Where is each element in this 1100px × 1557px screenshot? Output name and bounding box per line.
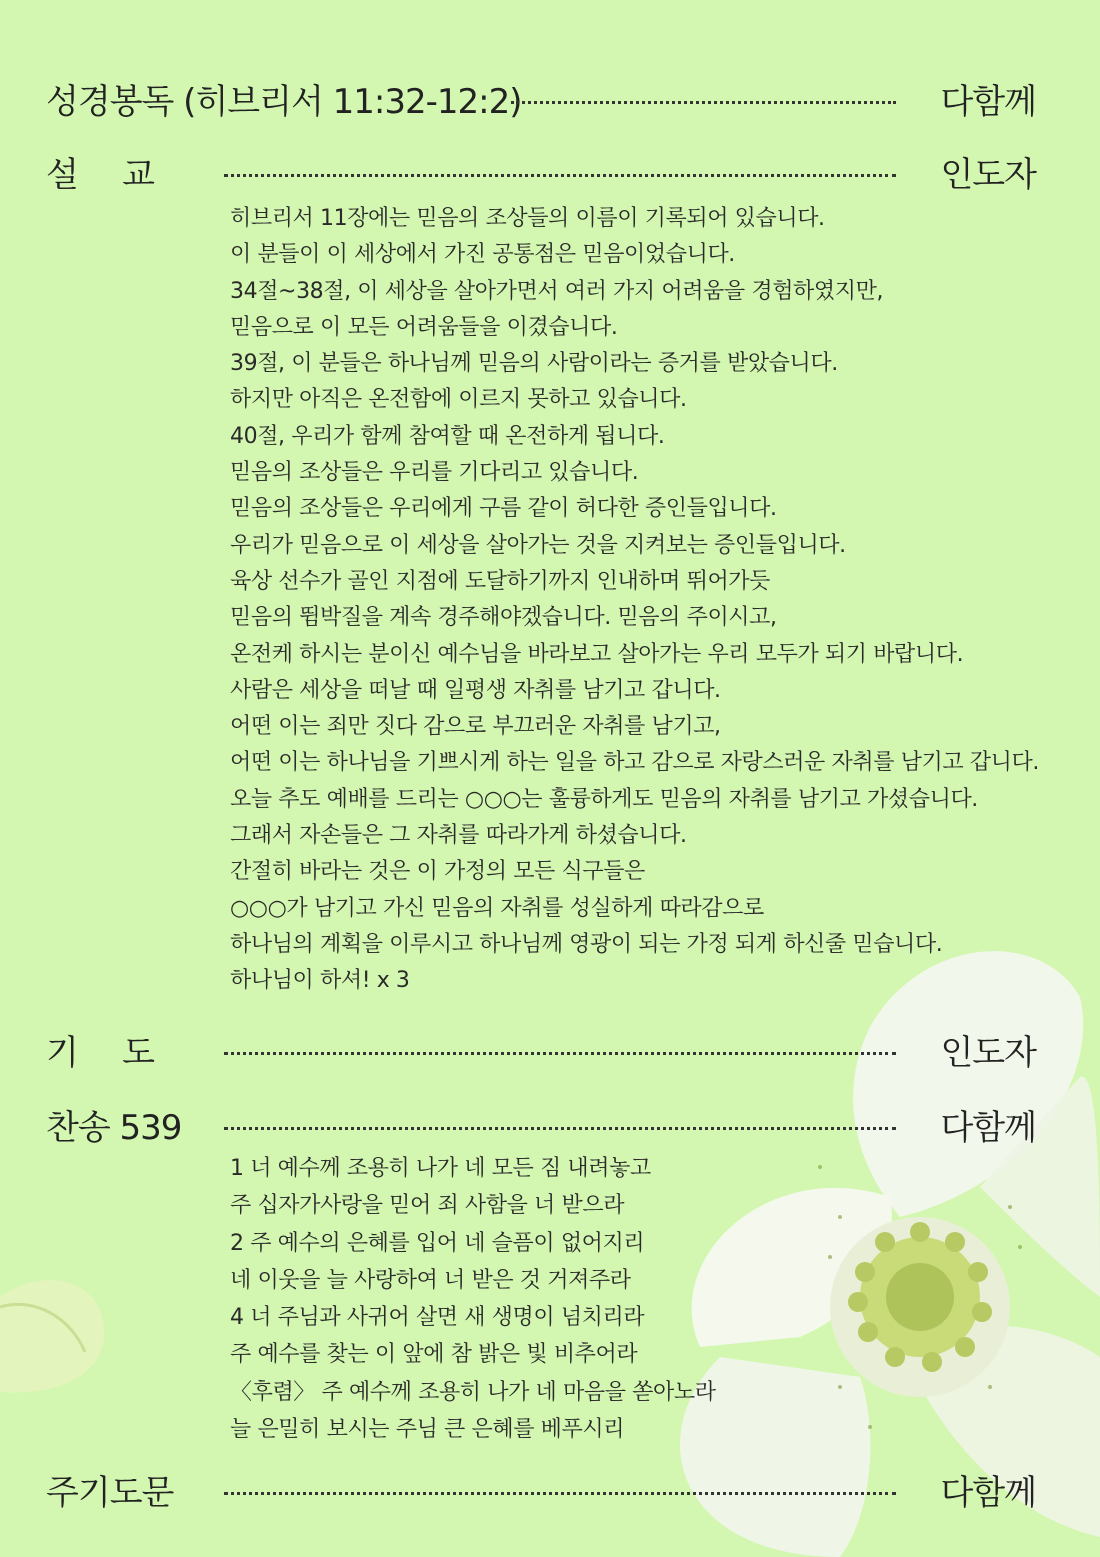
section-title: 주기도문 <box>46 1473 174 1513</box>
hymn-line: 2 주 예수의 은혜를 입어 네 슬픔이 없어지리 <box>230 1230 645 1256</box>
dotted-leader <box>224 174 896 177</box>
sermon-line: 믿음으로 이 모든 어려움들을 이겼습니다. <box>230 314 618 340</box>
hymn-line: 네 이웃을 늘 사랑하여 너 받은 것 거져주라 <box>230 1267 631 1293</box>
sermon-line: 믿음의 뜀박질을 계속 경주해야겠습니다. 믿음의 주이시고, <box>230 605 777 631</box>
leader-role: 다함께 <box>940 82 1036 122</box>
sermon-line: 육상 선수가 골인 지점에 도달하기까지 인내하며 뛰어가듯 <box>230 568 771 594</box>
sermon-line: 하지만 아직은 온전함에 이르지 못하고 있습니다. <box>230 387 687 413</box>
leaf-illustration <box>0 1257 110 1407</box>
dotted-leader <box>224 1127 896 1130</box>
hymn-line: 늘 은밀히 보시는 주님 큰 은혜를 베푸시리 <box>230 1417 625 1443</box>
dotted-leader <box>511 101 896 104</box>
sermon-line: 히브리서 11장에는 믿음의 조상들의 이름이 기록되어 있습니다. <box>230 206 825 231</box>
sermon-line: 40절, 우리가 함께 참여할 때 온전하게 됩니다. <box>230 423 665 449</box>
section-title: 성경봉독 (히브리서 11:32-12:2) <box>46 82 522 122</box>
section-title: 찬송 539 <box>46 1108 182 1148</box>
section-title: 기 도 <box>46 1033 155 1073</box>
hymn-line: 1 너 예수께 조용히 나가 네 모든 짐 내려놓고 <box>230 1156 651 1181</box>
sermon-line: 사람은 세상을 떠날 때 일평생 자취를 남기고 갑니다. <box>230 677 721 703</box>
sermon-line: 온전케 하시는 분이신 예수님을 바라보고 살아가는 우리 모두가 되기 바랍니다. <box>230 641 964 667</box>
sermon-line: 39절, 이 분들은 하나님께 믿음의 사람이라는 증거를 받았습니다. <box>230 351 838 377</box>
sermon-line: 믿음의 조상들은 우리를 기다리고 있습니다. <box>230 460 639 486</box>
sermon-line: 어떤 이는 죄만 짓다 감으로 부끄러운 자취를 남기고, <box>230 714 721 740</box>
section-sermon <box>46 150 1036 200</box>
section-hymn <box>46 1103 1036 1153</box>
sermon-line: 하나님의 계획을 이루시고 하나님께 영광이 되는 가정 되게 하신줄 믿습니다. <box>230 931 943 957</box>
sermon-line: 34절~38절, 이 세상을 살아가면서 여러 가지 어려움을 경험하였지만, <box>230 278 884 304</box>
sermon-line: 믿음의 조상들은 우리에게 구름 같이 허다한 증인들입니다. <box>230 496 777 522</box>
sermon-line: ○○○가 남기고 가신 믿음의 자취를 성실하게 따라감으로 <box>230 895 764 921</box>
hymn-line: 〈후렴〉 주 예수께 조용히 나가 네 마음을 쏟아노라 <box>230 1379 716 1405</box>
section-scripture-reading <box>46 77 1036 127</box>
section-title: 설 교 <box>46 155 155 195</box>
sermon-line: 오늘 추도 예배를 드리는 ○○○는 훌륭하게도 믿음의 자취를 남기고 가셨습니다. <box>230 786 978 812</box>
leader-role: 다함께 <box>940 1473 1036 1513</box>
section-prayer <box>46 1028 1036 1078</box>
sermon-line: 어떤 이는 하나님을 기쁘시게 하는 일을 하고 감으로 자랑스러운 자취를 남기고 갑니다. <box>230 750 1039 776</box>
sermon-line: 간절히 바라는 것은 이 가정의 모든 식구들은 <box>230 859 645 885</box>
hymn-lyrics <box>230 1150 716 1448</box>
sermon-line: 우리가 믿음으로 이 세상을 살아가는 것을 지켜보는 증인들입니다. <box>230 532 846 558</box>
hymn-line: 주 십자가사랑을 믿어 죄 사함을 너 받으라 <box>230 1193 625 1219</box>
leader-role: 다함께 <box>940 1108 1036 1148</box>
hymn-line: 주 예수를 찾는 이 앞에 참 밝은 빛 비추어라 <box>230 1342 638 1368</box>
hymn-line: 4 너 주님과 사귀어 살면 새 생명이 넘치리라 <box>230 1305 645 1331</box>
leader-role: 인도자 <box>940 155 1036 195</box>
dotted-leader <box>224 1492 896 1495</box>
sermon-text <box>230 201 1039 1000</box>
leader-role: 인도자 <box>940 1033 1036 1073</box>
sermon-line: 그래서 자손들은 그 자취를 따라가게 하셨습니다. <box>230 823 687 849</box>
dotted-leader <box>224 1052 896 1055</box>
sermon-line: 하나님이 하셔! x 3 <box>230 968 410 994</box>
section-lords-prayer <box>46 1468 1036 1518</box>
sermon-line: 이 분들이 이 세상에서 가진 공통점은 믿음이었습니다. <box>230 242 735 268</box>
